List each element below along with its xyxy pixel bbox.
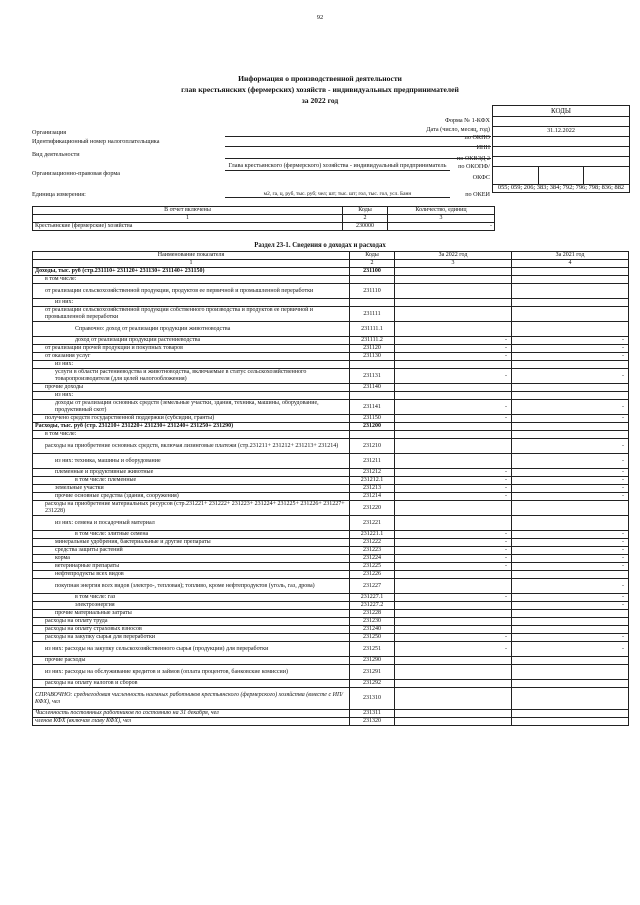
units-label: Единица измерения: xyxy=(32,191,86,198)
okopf-okfs-codes[interactable] xyxy=(492,166,630,185)
row-code: 231223 xyxy=(350,547,395,555)
table-row xyxy=(33,268,629,276)
row-label: доходы от реализации основных средств (земельные участки, здания, техника, машины, оборудование, продуктивный скот) xyxy=(33,400,350,415)
row-code xyxy=(350,431,395,439)
table-row xyxy=(33,369,629,384)
row-value-2022[interactable] xyxy=(395,618,512,626)
row-value-2021[interactable] xyxy=(512,626,629,634)
row-value-2022[interactable]: - xyxy=(395,642,512,657)
row-value-2022[interactable]: - xyxy=(395,493,512,501)
form-number-label: Форма № 1-КФХ xyxy=(445,117,490,124)
okpo-label: по ОКПО xyxy=(464,134,490,141)
row-label: в том числе: xyxy=(33,276,350,284)
table-row xyxy=(33,423,629,431)
header-codes: Коды xyxy=(350,252,395,260)
table-row xyxy=(33,594,629,602)
row-label: получено средств государственной поддержки (субсидии, гранты) xyxy=(33,415,350,423)
row-value-2022[interactable]: - xyxy=(395,469,512,477)
row-value-2021[interactable]: - xyxy=(512,400,629,415)
row-value-2022[interactable] xyxy=(395,680,512,688)
row-label: земельные участки xyxy=(33,485,350,493)
row-value-2022[interactable]: - xyxy=(395,400,512,415)
organization-line[interactable] xyxy=(225,136,491,137)
row-label: Справочно: доход от реализации продукции животноводства xyxy=(33,322,350,337)
row-value-2022[interactable] xyxy=(395,268,512,276)
row-code: 231212.1 xyxy=(350,477,395,485)
row-label: из них: xyxy=(33,392,350,400)
row-label: из них: xyxy=(33,361,350,369)
form-title-line3: за 2022 год xyxy=(301,96,339,105)
row-value-2021[interactable]: - xyxy=(512,477,629,485)
report-coverage-table xyxy=(32,206,495,231)
col-num-2: 2 xyxy=(343,215,388,223)
header-2021: За 2021 год xyxy=(512,252,629,260)
row-value-2022[interactable]: - xyxy=(395,531,512,539)
table-row xyxy=(33,555,629,563)
row-code: 231227 xyxy=(350,579,395,594)
row-value-2022[interactable] xyxy=(395,688,512,710)
row-value-2022[interactable]: - xyxy=(395,345,512,353)
row-value-2021[interactable] xyxy=(512,680,629,688)
table-row xyxy=(33,710,629,718)
row-value-2022[interactable]: - xyxy=(395,547,512,555)
table-row xyxy=(33,626,629,634)
table-row xyxy=(33,539,629,547)
row-code: 231311 xyxy=(350,710,395,718)
row-value-2022[interactable] xyxy=(395,710,512,718)
row-value-2022[interactable] xyxy=(395,431,512,439)
row-value-2021[interactable] xyxy=(512,268,629,276)
table-row xyxy=(33,284,629,299)
row-label: расходы на закупку сырья для переработки xyxy=(33,634,350,642)
row-label: прочие основные средства (здания, сооружения) xyxy=(33,493,350,501)
row-label: от реализации сельскохозяйственной продукции, продуктов ее первичной и промышленной переработки xyxy=(33,284,350,299)
row-label: нефтепродукты всех видов xyxy=(33,571,350,579)
row-code: 231292 xyxy=(350,680,395,688)
table-row xyxy=(33,718,629,726)
farms-row-code: 230000 xyxy=(343,223,388,231)
col-header-codes: Коды xyxy=(343,207,388,215)
row-label: прочие доходы xyxy=(33,384,350,392)
inn-line[interactable] xyxy=(225,146,491,147)
page-number: 92 xyxy=(316,14,324,21)
table-row xyxy=(33,477,629,485)
okfs-label: ОКФС xyxy=(472,174,490,181)
row-label: СПРАВОЧНО: среднегодовая численность наемных работников крестьянского (фермерского) хозяйства (вместе с ИП/КФХ), чел xyxy=(33,688,350,710)
row-value-2022[interactable]: - xyxy=(395,539,512,547)
row-value-2021[interactable] xyxy=(512,276,629,284)
row-code: 231100 xyxy=(350,268,395,276)
row-value-2021[interactable] xyxy=(512,299,629,307)
row-value-2021[interactable]: - xyxy=(512,439,629,454)
row-code: 231250 xyxy=(350,634,395,642)
row-value-2021[interactable]: - xyxy=(512,469,629,477)
row-value-2021[interactable]: - xyxy=(512,547,629,555)
row-value-2022[interactable] xyxy=(395,284,512,299)
units-value: м2, га, ц, руб, тыс. руб; чел; шт; тыс. шт; гол, тыс. гол, усл. Банн xyxy=(225,191,450,198)
table-row xyxy=(33,307,629,322)
num-col-4: 4 xyxy=(512,260,629,268)
row-label: доход от реализации продукции растениеводства xyxy=(33,337,350,345)
legal-form-label: Организационно-правовая форма xyxy=(32,170,120,177)
row-value-2022[interactable] xyxy=(395,718,512,726)
row-code: 231320 xyxy=(350,718,395,726)
row-code: 231228 xyxy=(350,610,395,618)
table-row xyxy=(33,516,629,531)
row-value-2021[interactable] xyxy=(512,307,629,322)
row-value-2021[interactable]: - xyxy=(512,337,629,345)
table-row xyxy=(33,571,629,579)
row-label: из них: техника, машины и оборудование xyxy=(33,454,350,469)
num-col-3: 3 xyxy=(395,260,512,268)
col-header-count: Количество, единиц xyxy=(388,207,495,215)
row-code: 231227.1 xyxy=(350,594,395,602)
row-label: покупная энергия всех видов (электро-, тепловая); топливо, кроме нефтепродуктов (уголь, газ, дрова) xyxy=(33,579,350,594)
row-value-2022[interactable]: - xyxy=(395,555,512,563)
table-row xyxy=(33,657,629,665)
table-row xyxy=(33,337,629,345)
row-label: услуги в области растениеводства и животноводства, включаемые в статус сельскохозяйственного товаропроизводителя (для целей налогообложения) xyxy=(33,369,350,384)
row-value-2022[interactable]: - xyxy=(395,594,512,602)
row-label: из них: семена и посадочный материал xyxy=(33,516,350,531)
farms-row-value[interactable]: - xyxy=(388,223,495,231)
row-label: средства защиты растений xyxy=(33,547,350,555)
row-value-2021[interactable] xyxy=(512,710,629,718)
table-row xyxy=(33,469,629,477)
codes-header: КОДЫ xyxy=(492,105,630,117)
table-row xyxy=(33,493,629,501)
row-code: 231120 xyxy=(350,345,395,353)
row-label: расходы на приобретение основных средств, включая лизинговые платежи (стр.231211+ 231212+ 231213+ 231214) xyxy=(33,439,350,454)
row-value-2021[interactable] xyxy=(512,322,629,337)
row-label: от реализации прочей продукции и покупных товаров xyxy=(33,345,350,353)
row-code: 231111 xyxy=(350,307,395,322)
row-value-2022[interactable] xyxy=(395,579,512,594)
row-code: 231150 xyxy=(350,415,395,423)
header-indicator: Наименование показателя xyxy=(33,252,350,260)
row-label: из них: расходы на закупку сельскохозяйственного сырья (продукции) для переработки xyxy=(33,642,350,657)
inn-label: ИНН xyxy=(476,144,490,151)
row-code: 231141 xyxy=(350,400,395,415)
row-value-2022[interactable] xyxy=(395,299,512,307)
row-value-2021[interactable] xyxy=(512,657,629,665)
row-value-2021[interactable]: - xyxy=(512,555,629,563)
section-title: Раздел 23-1. Сведения о доходах и расходах xyxy=(254,242,386,249)
row-value-2022[interactable]: - xyxy=(395,563,512,571)
row-value-2021[interactable] xyxy=(512,688,629,710)
table-row xyxy=(33,531,629,539)
row-value-2022[interactable] xyxy=(395,602,512,610)
row-code xyxy=(350,392,395,400)
row-label: от реализации сельскохозяйственной продукции собственного производства и продуктов ее первичной и промышленной переработки xyxy=(33,307,350,322)
table-row xyxy=(33,665,629,680)
row-code: 231211 xyxy=(350,454,395,469)
row-value-2022[interactable]: - xyxy=(395,634,512,642)
row-value-2021[interactable]: - xyxy=(512,531,629,539)
row-value-2022[interactable]: - xyxy=(395,353,512,361)
row-code: 231225 xyxy=(350,563,395,571)
table-row xyxy=(33,353,629,361)
row-label: от оказания услуг xyxy=(33,353,350,361)
row-label: корма xyxy=(33,555,350,563)
row-value-2022[interactable] xyxy=(395,657,512,665)
row-value-2022[interactable]: - xyxy=(395,477,512,485)
row-value-2022[interactable] xyxy=(395,516,512,531)
row-value-2021[interactable] xyxy=(512,423,629,431)
row-label: Расходы, тыс. руб (стр. 231210+ 231220+ 231230+ 231240+ 231250+ 231290) xyxy=(33,423,350,431)
row-value-2021[interactable]: - xyxy=(512,539,629,547)
table-row xyxy=(33,547,629,555)
row-code: 231291 xyxy=(350,665,395,680)
row-label: из них: расходы на обслуживание кредитов и займов (оплата процентов, банковские комиссии) xyxy=(33,665,350,680)
row-value-2022[interactable]: - xyxy=(395,485,512,493)
inn-field-label: Идентификационный номер налогоплательщика xyxy=(32,138,160,145)
okved-label: по ОКВЭД 2 xyxy=(456,155,490,162)
row-code: 231310 xyxy=(350,688,395,710)
row-label: членов КФХ (включая главу КФХ), чел xyxy=(33,718,350,726)
table-row xyxy=(33,680,629,688)
date-code[interactable]: 31.12.2022 xyxy=(492,126,630,137)
row-code: 231290 xyxy=(350,657,395,665)
row-code: 231210 xyxy=(350,439,395,454)
okei-codes: 055; 059; 206; 383; 384; 792; 796; 798; 836; 882 xyxy=(492,184,630,193)
num-col-1: 1 xyxy=(33,260,350,268)
row-value-2022[interactable] xyxy=(395,276,512,284)
row-value-2022[interactable] xyxy=(395,501,512,516)
row-value-2022[interactable]: - xyxy=(395,369,512,384)
row-code: 231227.2 xyxy=(350,602,395,610)
row-value-2021[interactable] xyxy=(512,618,629,626)
row-value-2021[interactable]: - xyxy=(512,579,629,594)
row-code: 231111.1 xyxy=(350,322,395,337)
row-code: 231226 xyxy=(350,571,395,579)
row-label: минеральные удобрения, бактериальные и другие препараты xyxy=(33,539,350,547)
row-label: электроэнергия xyxy=(33,602,350,610)
table-row xyxy=(33,501,629,516)
row-value-2021[interactable] xyxy=(512,361,629,369)
table-row xyxy=(33,454,629,469)
table-row xyxy=(33,431,629,439)
row-value-2021[interactable]: - xyxy=(512,415,629,423)
col-num-3: 3 xyxy=(388,215,495,223)
row-value-2021[interactable]: - xyxy=(512,485,629,493)
row-value-2021[interactable] xyxy=(512,516,629,531)
table-row xyxy=(33,299,629,307)
table-row xyxy=(33,618,629,626)
date-label: Дата (число, месяц, год) xyxy=(426,126,490,133)
row-label: в том числе: элитные семена xyxy=(33,531,350,539)
num-col-2: 2 xyxy=(350,260,395,268)
row-code: 231251 xyxy=(350,642,395,657)
row-label: в том числе: газ xyxy=(33,594,350,602)
row-value-2021[interactable] xyxy=(512,665,629,680)
row-value-2021[interactable]: - xyxy=(512,493,629,501)
row-value-2021[interactable] xyxy=(512,718,629,726)
table-row xyxy=(33,415,629,423)
table-row xyxy=(33,322,629,337)
table-row xyxy=(33,610,629,618)
row-value-2021[interactable]: - xyxy=(512,634,629,642)
row-code xyxy=(350,276,395,284)
organization-label: Организация xyxy=(32,129,67,136)
row-label: Доходы, тыс. руб (стр.231110+ 231120+ 231130+ 231140+ 231150) xyxy=(33,268,350,276)
table-row xyxy=(33,400,629,415)
table-row xyxy=(33,439,629,454)
row-value-2022[interactable] xyxy=(395,384,512,392)
table-row xyxy=(33,642,629,657)
row-label: из них: xyxy=(33,299,350,307)
row-value-2021[interactable]: - xyxy=(512,594,629,602)
row-value-2021[interactable]: - xyxy=(512,345,629,353)
row-code: 231131 xyxy=(350,369,395,384)
row-code xyxy=(350,361,395,369)
table-row xyxy=(33,345,629,353)
activity-label: Вид деятельности xyxy=(32,151,80,158)
col-num-1: 1 xyxy=(33,215,343,223)
row-code: 231240 xyxy=(350,626,395,634)
table-row xyxy=(33,276,629,284)
row-label: прочие расходы xyxy=(33,657,350,665)
form-title-line1: Информация о производственной деятельности xyxy=(238,74,402,83)
table-row xyxy=(33,688,629,710)
row-value-2022[interactable] xyxy=(395,423,512,431)
row-code: 231213 xyxy=(350,485,395,493)
row-value-2021[interactable] xyxy=(512,384,629,392)
row-value-2022[interactable] xyxy=(395,307,512,322)
row-value-2022[interactable] xyxy=(395,392,512,400)
farms-row-label: Крестьянские (фермерские) хозяйства xyxy=(33,223,343,231)
legal-form-value: Глава крестьянского (фермерского) хозяйства - индивидуальный предприниматель xyxy=(225,162,450,171)
okopf-label: по ОКОПФ/ xyxy=(458,163,490,170)
row-label: в том числе: xyxy=(33,431,350,439)
row-value-2021[interactable]: - xyxy=(512,642,629,657)
row-code xyxy=(350,299,395,307)
row-code: 231224 xyxy=(350,555,395,563)
row-label: Численность постоянных работников по состоянию на 31 декабря, чел xyxy=(33,710,350,718)
row-label: племенные и продуктивные животные xyxy=(33,469,350,477)
row-value-2021[interactable]: - xyxy=(512,454,629,469)
row-value-2021[interactable] xyxy=(512,431,629,439)
row-label: расходы на приобретение материальных ресурсов (стр.231221+ 231222+ 231223+ 231224+ 231225+ 231226+ 231227+ 231228) xyxy=(33,501,350,516)
table-row xyxy=(33,579,629,594)
row-code: 231200 xyxy=(350,423,395,431)
table-row xyxy=(33,384,629,392)
row-value-2022[interactable] xyxy=(395,361,512,369)
income-expense-table xyxy=(32,251,629,726)
row-code: 231111.2 xyxy=(350,337,395,345)
form-title-line2: глав крестьянских (фермерских) хозяйств - индивидуальных предпринимателей xyxy=(181,85,459,94)
row-label: расходы на оплату труда xyxy=(33,618,350,626)
row-code: 231140 xyxy=(350,384,395,392)
okei-label: по ОКЕИ xyxy=(465,191,490,198)
table-row xyxy=(33,392,629,400)
table-row xyxy=(33,634,629,642)
row-value-2021[interactable] xyxy=(512,501,629,516)
row-code: 231212 xyxy=(350,469,395,477)
row-value-2021[interactable]: - xyxy=(512,353,629,361)
row-value-2022[interactable]: - xyxy=(395,337,512,345)
table-row xyxy=(33,563,629,571)
row-value-2022[interactable]: - xyxy=(395,415,512,423)
row-label: в том числе: племенные xyxy=(33,477,350,485)
row-code: 231214 xyxy=(350,493,395,501)
row-code: 231220 xyxy=(350,501,395,516)
row-value-2021[interactable]: - xyxy=(512,602,629,610)
row-label: ветеринарные препараты xyxy=(33,563,350,571)
table-row xyxy=(33,361,629,369)
row-code: 231221.1 xyxy=(350,531,395,539)
table-row xyxy=(33,485,629,493)
row-value-2021[interactable]: - xyxy=(512,563,629,571)
row-value-2022[interactable] xyxy=(395,610,512,618)
row-value-2021[interactable] xyxy=(512,392,629,400)
row-label: прочие материальные затраты xyxy=(33,610,350,618)
col-header-included: В отчет включены xyxy=(33,207,343,215)
header-2022: За 2022 год xyxy=(395,252,512,260)
activity-line[interactable] xyxy=(225,158,491,159)
row-code: 231221 xyxy=(350,516,395,531)
row-value-2022[interactable] xyxy=(395,571,512,579)
row-code: 231130 xyxy=(350,353,395,361)
row-value-2021[interactable] xyxy=(512,571,629,579)
row-value-2021[interactable] xyxy=(512,610,629,618)
table-row xyxy=(33,602,629,610)
row-value-2022[interactable] xyxy=(395,454,512,469)
row-code: 231230 xyxy=(350,618,395,626)
row-value-2021[interactable] xyxy=(512,284,629,299)
row-label: расходы на оплату страховых взносов xyxy=(33,626,350,634)
row-value-2022[interactable] xyxy=(395,439,512,454)
row-label: расходы на оплату налогов и сборов xyxy=(33,680,350,688)
row-value-2022[interactable] xyxy=(395,626,512,634)
row-code: 231222 xyxy=(350,539,395,547)
row-value-2022[interactable] xyxy=(395,322,512,337)
row-value-2022[interactable] xyxy=(395,665,512,680)
row-value-2021[interactable]: - xyxy=(512,369,629,384)
row-code: 231110 xyxy=(350,284,395,299)
